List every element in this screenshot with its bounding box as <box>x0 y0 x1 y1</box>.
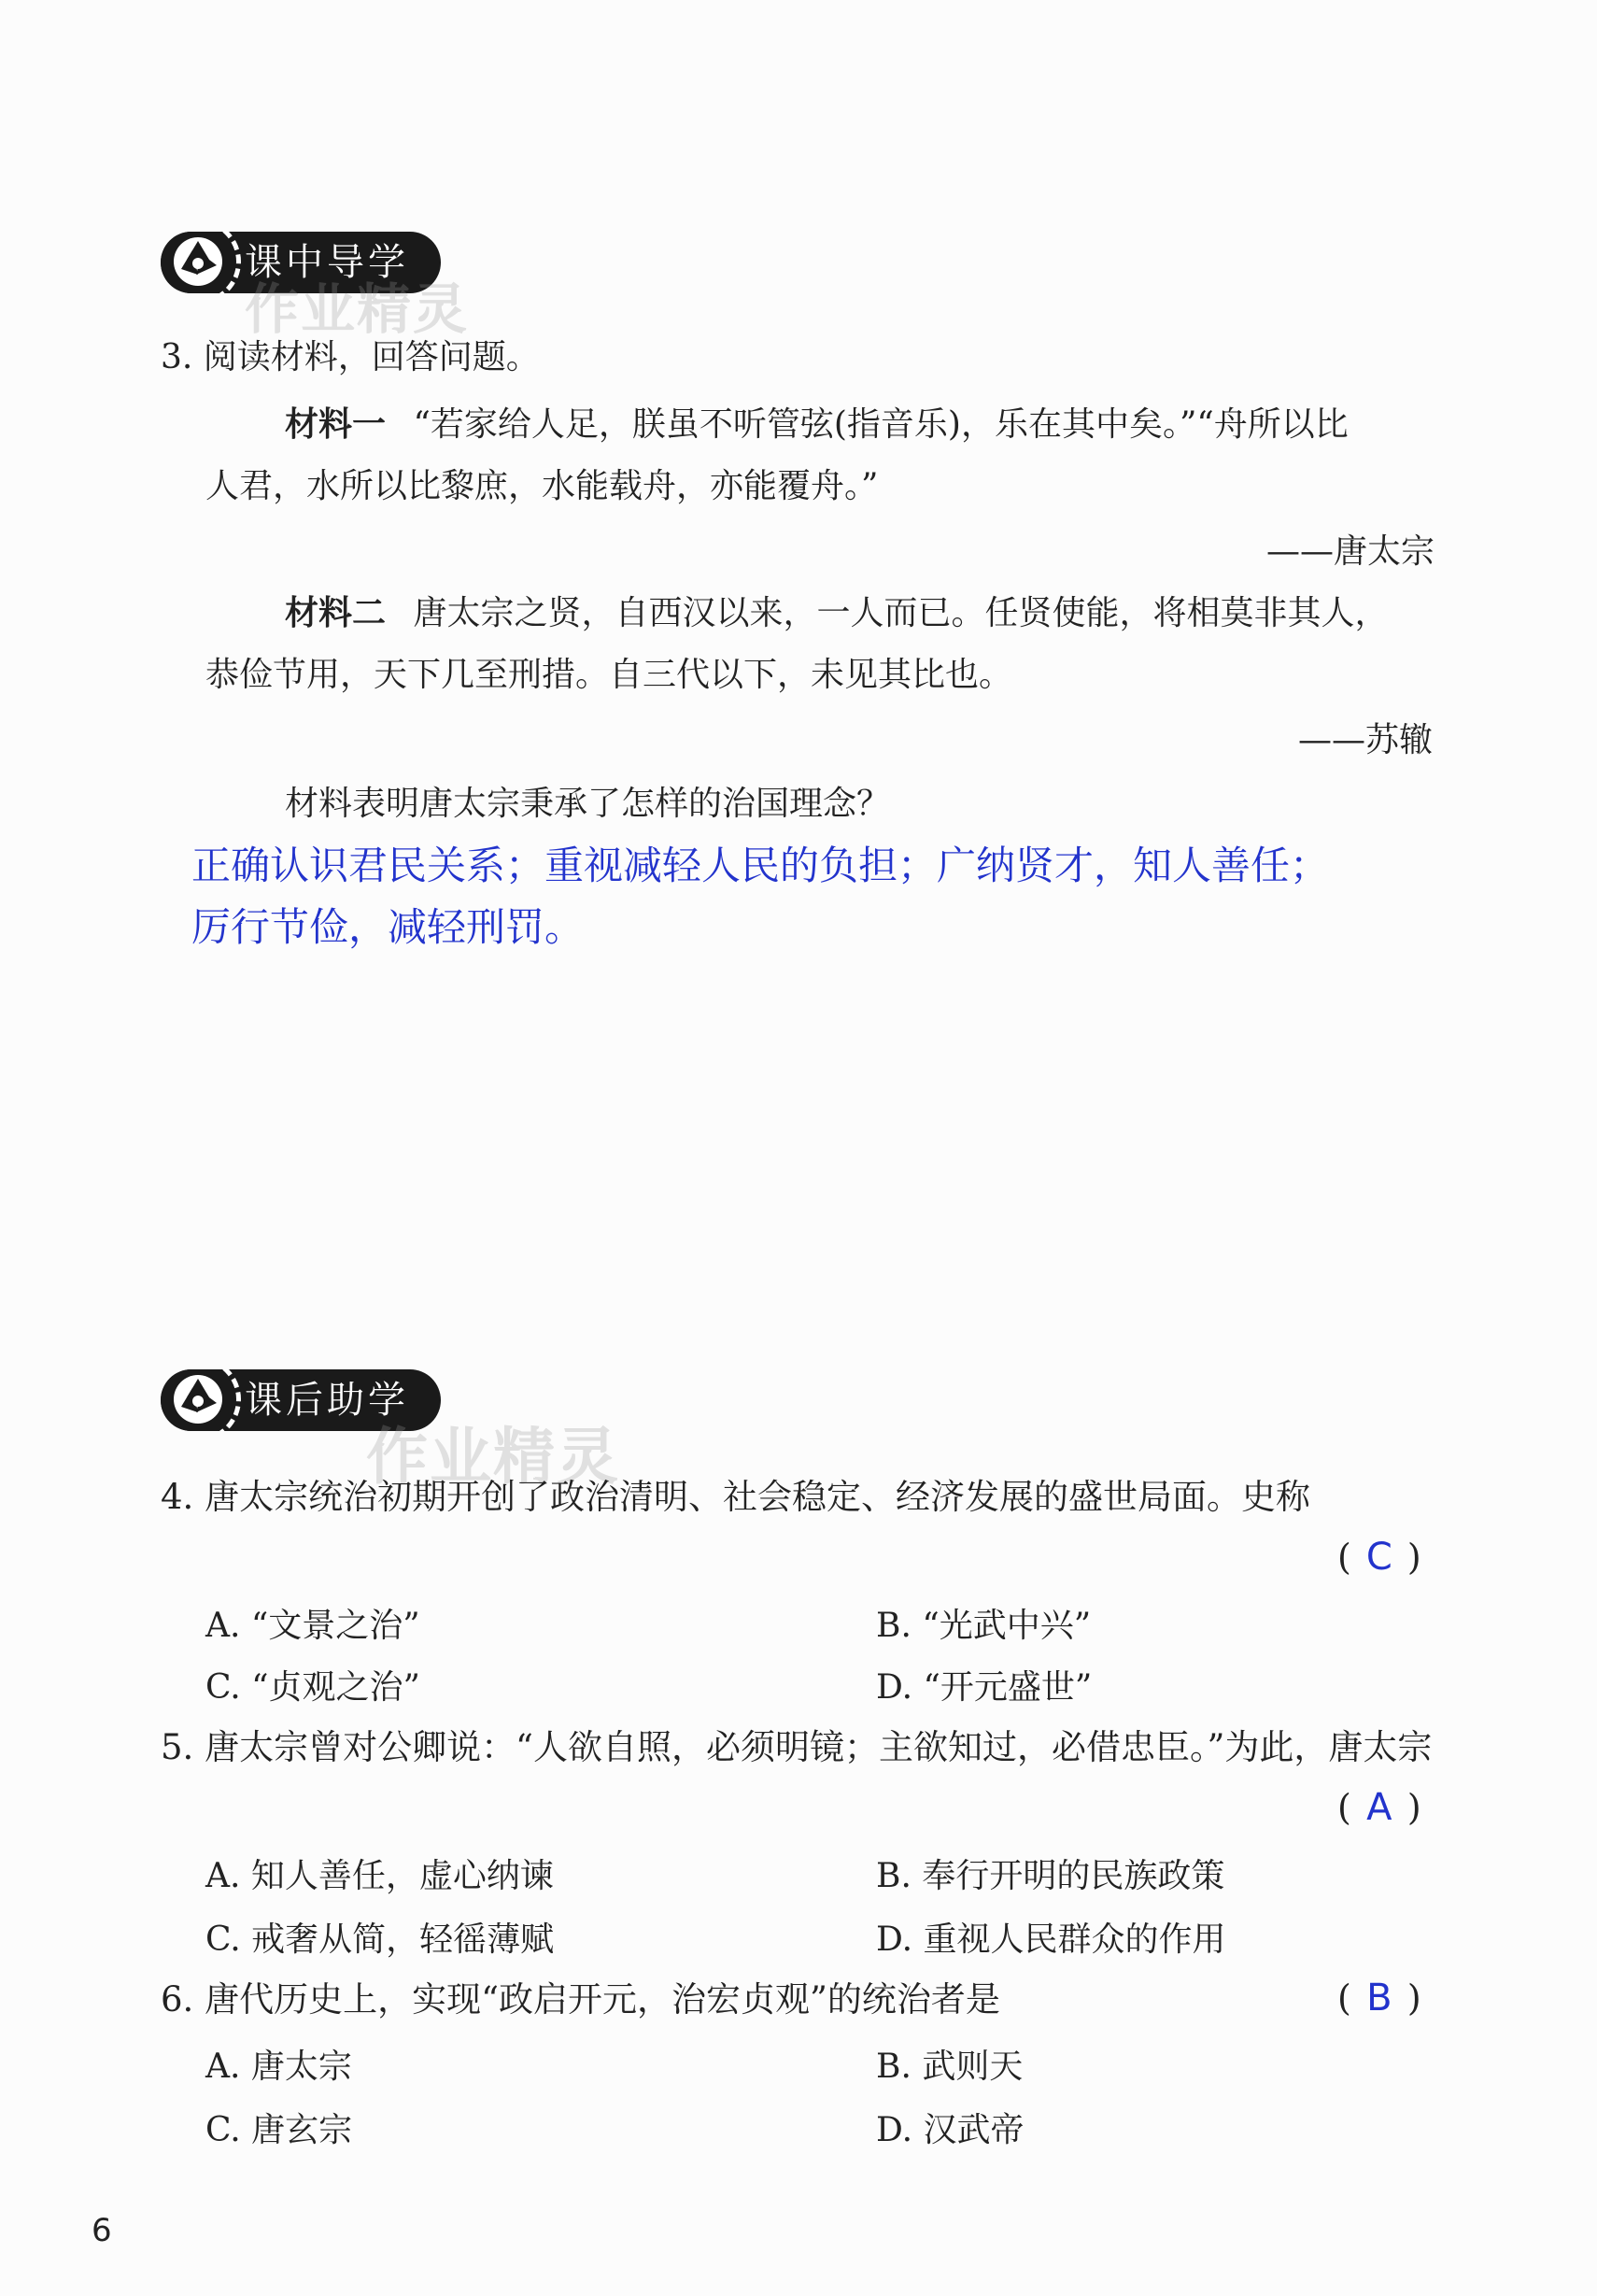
material-1-source: ——唐太宗 <box>1266 532 1435 571</box>
shutter-icon <box>164 1369 232 1431</box>
question-4-option-c: C. “贞观之治” <box>205 1668 420 1707</box>
material-1-label: 材料一 <box>285 405 387 444</box>
material-2-line-2: 恭俭节用，天下几至刑措。自三代以下，未见其比也。 <box>205 656 1013 694</box>
material-1-line-2: 人君，水所以比黎庶，水能载舟，亦能覆舟。” <box>205 467 879 505</box>
paren-close: ) <box>1406 1787 1421 1828</box>
section-title: 课中导学 <box>245 241 409 284</box>
question-4-stem: 4. 唐太宗统治初期开创了政治清明、社会稳定、经济发展的盛世局面。史称 <box>161 1477 1311 1517</box>
question-3-stem: 3. 阅读材料，回答问题。 <box>161 338 540 376</box>
question-6-option-c: C. 唐玄宗 <box>205 2111 353 2149</box>
paren-close: ) <box>1406 1537 1421 1578</box>
question-4-answer: C <box>1365 1536 1392 1579</box>
question-3-prompt: 材料表明唐太宗秉承了怎样的治国理念？ <box>285 785 891 823</box>
question-6-answer-box <box>1337 1977 1421 2020</box>
section-header-in-class <box>161 232 684 341</box>
material-2-line-1 <box>285 590 1388 637</box>
material-2-text-1: 唐太宗之贤，自西汉以来，一人而已。任贤使能，将相莫非其人， <box>413 594 1389 632</box>
watermark: 作业精灵 <box>366 1421 620 1493</box>
question-4-option-b: B. “光武中兴” <box>876 1607 1092 1645</box>
question-5-option-a: A. 知人善任，虚心纳谏 <box>205 1857 554 1895</box>
watermark: 作业精灵 <box>245 277 470 341</box>
question-3-answer-line-1: 正确认识君民关系；重视减轻人民的负担；广纳贤才，知人善任； <box>191 843 1330 888</box>
question-6-option-b: B. 武则天 <box>876 2048 1024 2086</box>
paren-open: ( <box>1337 1537 1351 1578</box>
material-2-label: 材料二 <box>285 594 387 632</box>
question-5-answer: A <box>1366 1786 1392 1829</box>
question-6-answer: B <box>1366 1977 1392 2020</box>
question-6-stem: 6. 唐代历史上，实现“政启开元，治宏贞观”的统治者是 <box>161 1979 1000 2020</box>
paren-open: ( <box>1337 1977 1351 2019</box>
question-5-answer-box <box>1337 1786 1421 1829</box>
page-number: 6 <box>92 2212 112 2249</box>
question-3-answer-line-2: 厉行节俭，减轻刑罚。 <box>191 904 585 950</box>
paren-open: ( <box>1337 1787 1351 1828</box>
question-5-stem: 5. 唐太宗曾对公卿说：“人欲自照，必须明镜；主欲知过，必借忠臣。”为此，唐太宗 <box>161 1727 1433 1767</box>
question-5-option-c: C. 戒奢从简，轻徭薄赋 <box>205 1920 555 1959</box>
question-6-option-a: A. 唐太宗 <box>205 2048 352 2086</box>
question-5-option-d: D. 重视人民群众的作用 <box>876 1920 1226 1959</box>
material-2-source: ——苏辙 <box>1298 721 1434 759</box>
section-title: 课后助学 <box>245 1379 409 1422</box>
question-6-option-d: D. 汉武帝 <box>876 2111 1025 2149</box>
material-1-text-1: “若家给人足，朕虽不听管弦(指音乐)，乐在其中矣。”“舟所以比 <box>413 405 1349 444</box>
material-1-line-1 <box>285 402 1349 448</box>
section-header-after-class <box>161 1369 684 1493</box>
question-5-option-b: B. 奉行开明的民族政策 <box>876 1857 1225 1895</box>
question-4-option-a: A. “文景之治” <box>205 1607 420 1645</box>
shutter-icon <box>164 232 232 293</box>
paren-close: ) <box>1406 1977 1421 2019</box>
question-4-answer-box <box>1337 1536 1421 1579</box>
question-4-option-d: D. “开元盛世” <box>876 1668 1093 1707</box>
